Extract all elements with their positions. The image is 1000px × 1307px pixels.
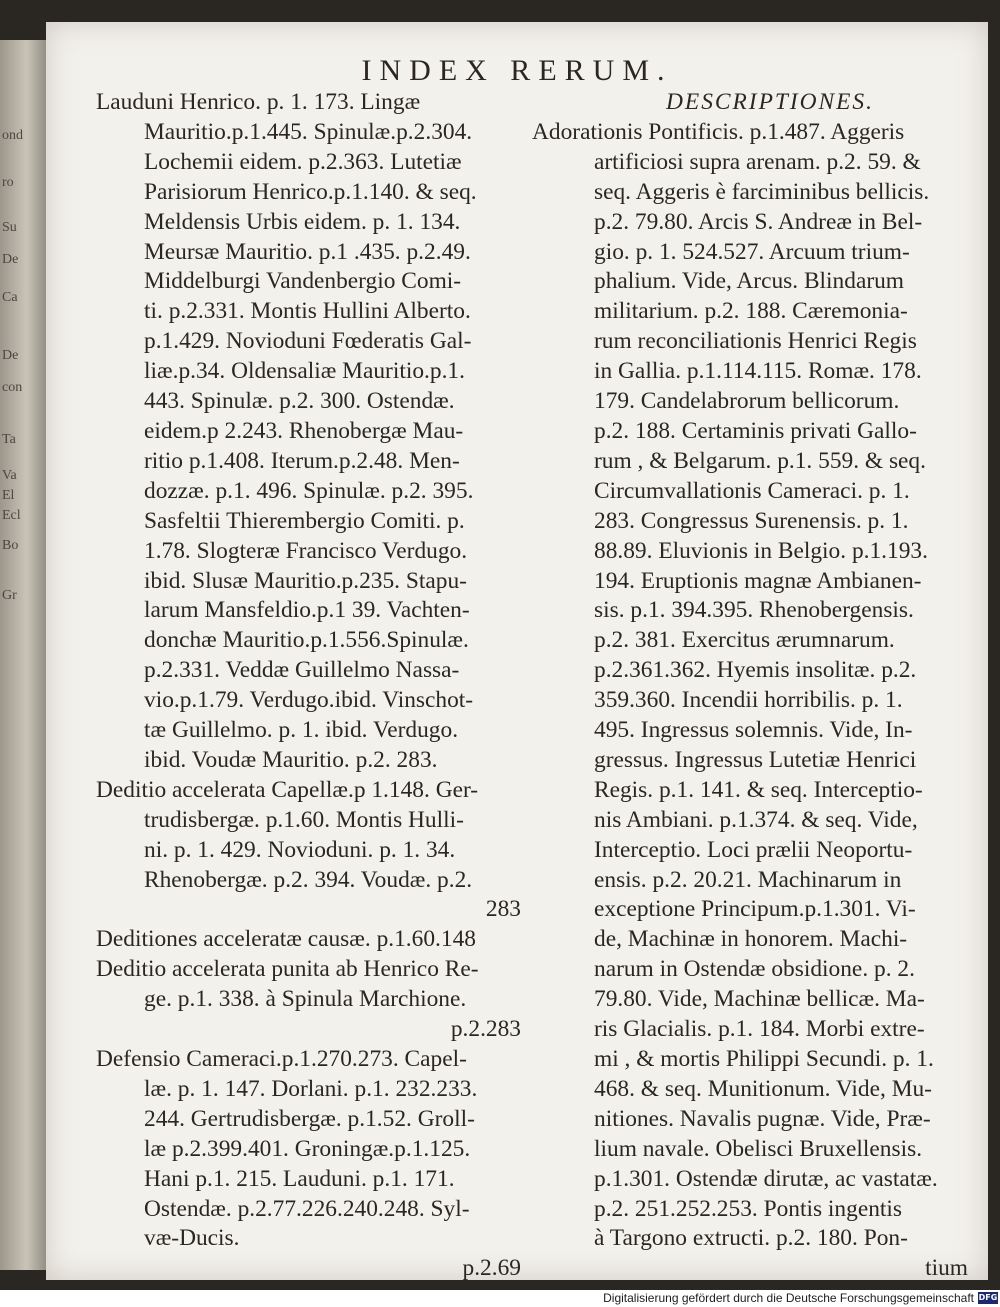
index-line: Lochemii eidem. p.2.363. Lutetiæ: [144, 148, 462, 175]
adjacent-page-fragment: Gr: [2, 588, 17, 603]
index-entry-head: Deditiones acceleratæ causæ. p.1.60.148: [96, 926, 476, 953]
index-line: sis. p.1. 394.395. Rhenobergensis.: [594, 597, 914, 624]
index-line: Sasfeltii Thierembergio Comiti. p.: [144, 507, 465, 534]
index-line: ge. p.1. 338. à Spinula Marchione.: [144, 986, 467, 1013]
index-line: 79.80. Vide, Machinæ bellicæ. Ma-: [594, 986, 925, 1013]
index-line: ibid. Slusæ Mauritio.p.235. Stapu-: [144, 567, 467, 594]
index-line: Parisiorum Henrico.p.1.140. & seq.: [144, 178, 477, 205]
index-line: Interceptio. Loci prælii Neoportu-: [594, 836, 913, 863]
index-entry-head: Deditio accelerata Capellæ.p 1.148. Ger-: [96, 776, 479, 803]
index-line: militarium. p.2. 188. Cæremonia-: [594, 298, 908, 325]
adjacent-page-fragment: Va: [2, 468, 17, 483]
index-line: Hani p.1. 215. Lauduni. p.1. 171.: [144, 1165, 455, 1192]
right-column: [532, 88, 968, 1280]
index-line: exceptione Principum.p.1.301. Vi-: [594, 896, 916, 923]
index-line: Adorationis Pontificis. p.1.487. Aggeris: [532, 118, 905, 145]
adjacent-page-fragment: ond: [2, 128, 23, 143]
index-line: p.2. 251.252.253. Pontis ingentis: [594, 1195, 902, 1222]
adjacent-page-fragment: con: [2, 380, 23, 395]
index-line: ris Glacialis. p.1. 184. Morbi extre-: [594, 1016, 925, 1043]
index-line: 1.78. Slogteræ Francisco Verdugo.: [144, 537, 468, 564]
footer-credit: Digitalisierung gefördert durch die Deutsche Forschungsgemeinschaft: [603, 1291, 974, 1305]
index-line: artificiosi supra arenam. p.2. 59. &: [594, 148, 921, 175]
index-line: væ-Ducis.: [144, 1225, 240, 1252]
index-line: læ. p. 1. 147. Dorlani. p.1. 232.233.: [144, 1075, 478, 1102]
index-line: lium navale. Obelisci Bruxellensis.: [594, 1135, 923, 1162]
adjacent-page-fragment: De: [2, 348, 19, 363]
index-entry-tail: p.2.283: [450, 1016, 521, 1043]
book-page: [46, 22, 988, 1280]
index-line: tæ Guillelmo. p. 1. ibid. Verdugo.: [144, 717, 459, 744]
index-line: p.2. 381. Exercitus ærumnarum.: [594, 627, 895, 654]
index-line: Ostendæ. p.2.77.226.240.248. Syl-: [144, 1195, 470, 1222]
index-line: vio.p.1.79. Verdugo.ibid. Vinschot-: [144, 687, 474, 714]
index-line: nis Ambiani. p.1.374. & seq. Vide,: [594, 806, 918, 833]
index-entry-tail: 283: [485, 896, 521, 923]
index-line: rum , & Belgarum. p.1. 559. & seq.: [594, 447, 926, 474]
index-line: p.2. 79.80. Arcis S. Andreæ in Bel-: [594, 208, 923, 235]
index-line: donchæ Mauritio.p.1.556.Spinulæ.: [144, 627, 469, 654]
index-entry-head: Deditio accelerata punita ab Henrico Re-: [96, 956, 479, 983]
index-line: p.1.301. Ostendæ dirutæ, ac vastatæ.: [594, 1165, 938, 1192]
index-line: 468. & seq. Munitionum. Vide, Mu-: [594, 1075, 932, 1102]
index-line: ti. p.2.331. Montis Hullini Alberto.: [144, 298, 471, 325]
index-line: phalium. Vide, Arcus. Blindarum: [594, 268, 905, 295]
running-head: INDEX RERUM.: [361, 54, 673, 87]
index-line: mi , & mortis Philippi Secundi. p. 1.: [594, 1046, 934, 1072]
index-line: larum Mansfeldio.p.1 39. Vachten-: [144, 597, 470, 624]
index-line: p.2.361.362. Hyemis insolitæ. p.2.: [594, 657, 917, 684]
index-line: à Targono extructi. p.2. 180. Pon-: [594, 1225, 908, 1252]
index-line: 179. Candelabrorum bellicorum.: [594, 388, 900, 415]
index-line: de, Machinæ in honorem. Machi-: [594, 926, 908, 953]
index-line: Mauritio.p.1.445. Spinulæ.p.2.304.: [144, 118, 473, 145]
index-line: in Gallia. p.1.114.115. Romæ. 178.: [594, 358, 922, 385]
index-line: Rhenobergæ. p.2. 394. Voudæ. p.2.: [144, 866, 473, 893]
index-line: ritio p.1.408. Iterum.p.2.48. Men-: [144, 447, 460, 474]
index-entry-tail: p.2.69: [462, 1255, 521, 1280]
index-line: ni. p. 1. 429. Novioduni. p. 1. 34.: [144, 836, 456, 863]
index-line: p.2.331. Veddæ Guillelmo Nassa-: [144, 657, 460, 684]
index-line: rum reconciliationis Henrici Regis: [594, 328, 917, 355]
index-line: gressus. Ingressus Lutetiæ Henrici: [594, 746, 917, 773]
footer-bar: [0, 1290, 1000, 1307]
index-line: 283. Congressus Surenensis. p. 1.: [594, 507, 909, 534]
index-line: ibid. Voudæ Mauritio. p.2. 283.: [144, 746, 438, 773]
catchword: tium: [925, 1255, 968, 1280]
index-line: liæ.p.34. Oldensaliæ Mauritio.p.1.: [144, 358, 465, 385]
index-line: Middelburgi Vandenbergio Comi-: [144, 268, 462, 295]
adjacent-page-fragment: Su: [2, 220, 17, 235]
dfg-logo: DFG: [978, 1293, 998, 1302]
index-line: 194. Eruptionis magnæ Ambianen-: [594, 567, 922, 594]
index-line: Circumvallationis Cameraci. p. 1.: [594, 477, 910, 504]
index-line: p.1.429. Novioduni Fœderatis Gal-: [144, 328, 472, 355]
index-line: Meldensis Urbis eidem. p. 1. 134.: [144, 208, 461, 235]
adjacent-page-fragment: Ta: [2, 432, 16, 447]
left-column: [96, 88, 521, 1280]
index-line: 359.360. Incendii horribilis. p. 1.: [594, 687, 903, 714]
adjacent-page-fragment: Ecl: [2, 508, 21, 523]
index-line: narum in Ostendæ obsidione. p. 2.: [594, 956, 915, 983]
index-line: eidem.p 2.243. Rhenobergæ Mau-: [144, 417, 464, 444]
adjacent-page-fragment: Ca: [2, 290, 18, 305]
index-line: 495. Ingressus solemnis. Vide, In-: [594, 717, 913, 744]
index-line: nitiones. Navalis pugnæ. Vide, Præ-: [594, 1105, 931, 1132]
index-line: seq. Aggeris è farciminibus bellicis.: [594, 178, 930, 205]
section-title: DESCRIPTIONES.: [666, 89, 874, 115]
adjacent-page-fragment: Bo: [2, 538, 19, 553]
index-line: Meursæ Mauritio. p.1 .435. p.2.49.: [144, 238, 471, 265]
index-entry-head: Defensio Cameraci.p.1.270.273. Capel-: [96, 1046, 467, 1072]
index-line: p.2. 188. Certaminis privati Gallo-: [594, 417, 917, 444]
adjacent-page-fragment: ro: [2, 175, 14, 190]
adjacent-page-edge: [0, 40, 48, 1270]
index-line: trudisbergæ. p.1.60. Montis Hulli-: [144, 806, 464, 833]
index-line: 244. Gertrudisbergæ. p.1.52. Groll-: [144, 1105, 475, 1132]
adjacent-page-fragment: De: [2, 252, 19, 267]
index-line: 443. Spinulæ. p.2. 300. Ostendæ.: [144, 388, 455, 415]
index-line: læ p.2.399.401. Groningæ.p.1.125.: [144, 1135, 471, 1162]
index-line: Regis. p.1. 141. & seq. Interceptio-: [594, 776, 923, 803]
index-line: Lauduni Henrico. p. 1. 173. Lingæ: [96, 89, 421, 115]
adjacent-page-fragment: El: [2, 488, 15, 503]
index-line: ensis. p.2. 20.21. Machinarum in: [594, 866, 902, 893]
index-line: 88.89. Eluvionis in Belgio. p.1.193.: [594, 537, 928, 564]
index-line: dozzæ. p.1. 496. Spinulæ. p.2. 395.: [144, 477, 474, 504]
index-line: gio. p. 1. 524.527. Arcuum trium-: [594, 238, 910, 265]
